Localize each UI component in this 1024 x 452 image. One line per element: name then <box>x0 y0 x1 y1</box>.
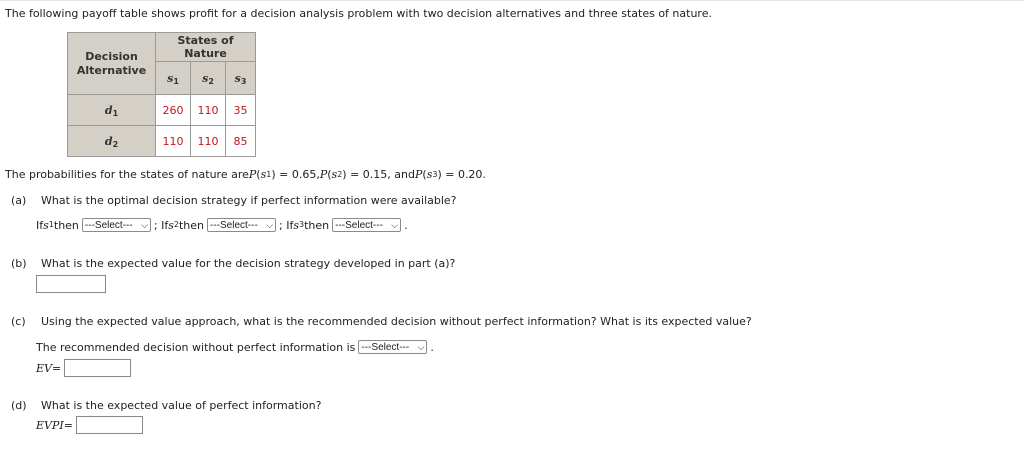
part-a-label: (a) <box>11 194 27 207</box>
ev-label: EV <box>36 361 52 375</box>
part-c-label: (c) <box>11 315 26 328</box>
part-b-label: (b) <box>11 257 27 270</box>
part-c-question <box>11 315 752 328</box>
evpi-label: EVPI <box>36 418 64 432</box>
cell-d2-s2: 110 <box>191 126 226 157</box>
part-d-label: (d) <box>11 399 27 412</box>
col-header <box>156 33 256 62</box>
row-header-label: Decision Alternative <box>76 49 147 77</box>
part-c-recommend-row: The recommended decision without perfect information is ---Select--- ⌵ . <box>36 340 434 354</box>
cell-d1-s2: 110 <box>191 95 226 126</box>
part-b-question <box>11 257 455 270</box>
part-a-question <box>11 194 457 207</box>
part-a-answer-row: If s 1 then ---Select--- ⌵ ; If s 2 then ---Select--- ⌵ ; If s 3 then ---Select--- ⌵ . <box>36 218 408 232</box>
strategy-s2-select[interactable]: ---Select--- ⌵ <box>207 218 276 232</box>
strategy-s1-select[interactable]: ---Select--- ⌵ <box>82 218 151 232</box>
intro-text: The following payoff table shows profit for a decision analysis problem with two decision alternatives and three states of nature. <box>5 7 712 20</box>
state-1-header: $s_1$ <box>156 62 191 95</box>
row-header <box>68 33 156 95</box>
decision-1: $d_1$ <box>68 95 156 126</box>
cell-d2-s1: 110 <box>156 126 191 157</box>
chevron-down-icon: ⌵ <box>266 219 274 230</box>
chevron-down-icon: ⌵ <box>417 341 425 352</box>
probabilities-text: The probabilities for the states of nature are P ( s 1 ) = 0.65, P ( s 2 ) = 0.15, and P ( s 3 ) = 0.20. <box>5 168 486 181</box>
part-c-text: Using the expected value approach, what is the recommended decision without perfect information? What is its expected value? <box>41 315 752 328</box>
recommend-text: The recommended decision without perfect information is <box>36 340 356 354</box>
top-divider <box>0 0 1024 1</box>
part-d-question <box>11 399 321 412</box>
table-row <box>68 95 256 126</box>
cell-d2-s3: 85 <box>226 126 256 157</box>
cell-d1-s3: 35 <box>226 95 256 126</box>
ev-row: EV = <box>36 359 131 377</box>
state-3-header: $s_3$ <box>226 62 256 95</box>
table-row <box>68 126 256 157</box>
chevron-down-icon: ⌵ <box>391 219 399 230</box>
evpi-row: EVPI = <box>36 416 143 434</box>
state-2-header: $s_2$ <box>191 62 226 95</box>
col-header-label: States of Nature <box>177 34 234 60</box>
evpi-input[interactable] <box>76 416 143 434</box>
part-b-text: What is the expected value for the decision strategy developed in part (a)? <box>41 257 456 270</box>
payoff-table <box>67 32 256 157</box>
decision-2: $d_2$ <box>68 126 156 157</box>
ev-input[interactable] <box>64 359 131 377</box>
chevron-down-icon: ⌵ <box>141 219 148 230</box>
strategy-s3-select[interactable]: ---Select--- ⌵ <box>332 218 401 232</box>
part-d-text: What is the expected value of perfect information? <box>41 399 322 412</box>
expected-value-input[interactable] <box>36 275 106 293</box>
recommended-decision-select[interactable]: ---Select--- ⌵ <box>358 340 427 354</box>
part-a-text: What is the optimal decision strategy if perfect information were available? <box>41 194 457 207</box>
cell-d1-s1: 260 <box>156 95 191 126</box>
